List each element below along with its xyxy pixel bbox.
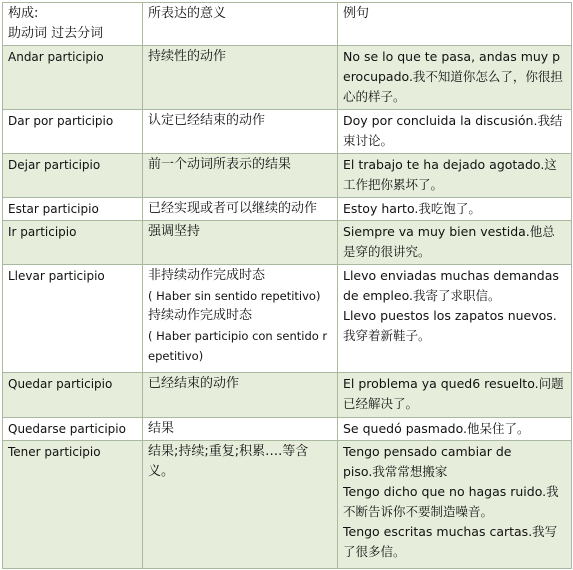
meaning-cell <box>143 46 338 110</box>
example-line: Estoy harto.我吃饱了。 <box>343 201 481 216</box>
table-row <box>3 154 572 198</box>
example-line: Llevo puestos los zapatos nuevos.我穿着新鞋子。 <box>343 308 557 343</box>
example-cell <box>338 221 572 265</box>
example-cell <box>338 418 572 441</box>
form-cell: Ir participio <box>3 221 143 265</box>
example-line: Se quedó pasmado.他呆住了。 <box>343 421 530 436</box>
form-cell: Dar por participio <box>3 110 143 154</box>
example-line: No se lo que te pasa, andas muy perocupado.我不知道你怎么了，你很担心的样子。 <box>343 49 563 104</box>
meaning-line: 前一个动词所表示的结果 <box>148 157 292 172</box>
form-cell: Dejar participio <box>3 154 143 198</box>
example-cell <box>338 154 572 198</box>
meaning-line: 结果 <box>148 421 175 436</box>
form-cell: Andar participio <box>3 46 143 110</box>
meaning-cell <box>143 373 338 418</box>
header-example-label: 例句 <box>343 6 370 21</box>
table-row <box>3 265 572 373</box>
example-cell <box>338 46 572 110</box>
table-row <box>3 373 572 418</box>
example-cell <box>338 373 572 418</box>
table-row <box>3 110 572 154</box>
meaning-cell <box>143 154 338 198</box>
example-line: Tengo escritas muchas cartas.我写了很多信。 <box>343 524 558 559</box>
header-meaning-label: 所表达的意义 <box>148 6 227 21</box>
meaning-cell <box>143 265 338 373</box>
meaning-line: 持续动作完成时态 <box>148 308 253 323</box>
form-cell: Tener participio <box>3 441 143 569</box>
header-row <box>3 3 572 46</box>
example-line: Doy por concluida la discusión.我结束讨论。 <box>343 113 563 148</box>
example-line: Llevo enviadas muchas demandas de empleo.我寄了求职信。 <box>343 268 559 303</box>
meaning-cell <box>143 418 338 441</box>
example-line: Siempre va muy bien vestida.他总是穿的很讲究。 <box>343 224 555 259</box>
example-line: piso.我常常想搬家 <box>343 464 448 479</box>
example-line: El problema ya qued6 resuelto.问题已经解决了。 <box>343 376 564 411</box>
meaning-line: 持续性的动作 <box>148 49 227 64</box>
example-cell <box>338 110 572 154</box>
meaning-line: 非持续动作完成时态 <box>148 268 266 283</box>
meaning-cell <box>143 198 338 221</box>
grammar-table <box>2 2 572 569</box>
meaning-line: 已经实现或者可以继续的动作 <box>148 201 318 216</box>
meaning-cell <box>143 441 338 569</box>
form-cell: Quedar participio <box>3 373 143 418</box>
meaning-line: 强调坚持 <box>148 224 201 239</box>
form-cell: Llevar participio <box>3 265 143 373</box>
form-cell: Quedarse participio <box>3 418 143 441</box>
table-row <box>3 221 572 265</box>
meaning-line: ( Haber participio con sentido repetitivo) <box>148 329 328 363</box>
header-form-line: 助动词 过去分词 <box>8 26 104 41</box>
header-example <box>338 3 572 46</box>
example-line: El trabajo te ha dejado agotado.这工作把你累坏了。 <box>343 157 557 192</box>
example-cell <box>338 265 572 373</box>
table-row <box>3 418 572 441</box>
form-cell: Estar participio <box>3 198 143 221</box>
example-cell <box>338 441 572 569</box>
meaning-line: 结果;持续;重复;积累….等含义。 <box>148 444 309 479</box>
example-line: Tengo pensado cambiar de <box>343 444 512 459</box>
header-form-line: 构成: <box>8 6 39 21</box>
header-form <box>3 3 143 46</box>
table-row <box>3 198 572 221</box>
meaning-line: 已经结束的动作 <box>148 376 240 391</box>
meaning-cell <box>143 221 338 265</box>
meaning-line: ( Haber sin sentido repetitivo) <box>148 289 321 303</box>
meaning-line: 认定已经结束的动作 <box>148 113 266 128</box>
header-meaning <box>143 3 338 46</box>
example-cell <box>338 198 572 221</box>
table-row <box>3 441 572 569</box>
example-line: Tengo dicho que no hagas ruido.我不断告诉你不要制造噪音。 <box>343 484 559 519</box>
table-row <box>3 46 572 110</box>
meaning-cell <box>143 110 338 154</box>
